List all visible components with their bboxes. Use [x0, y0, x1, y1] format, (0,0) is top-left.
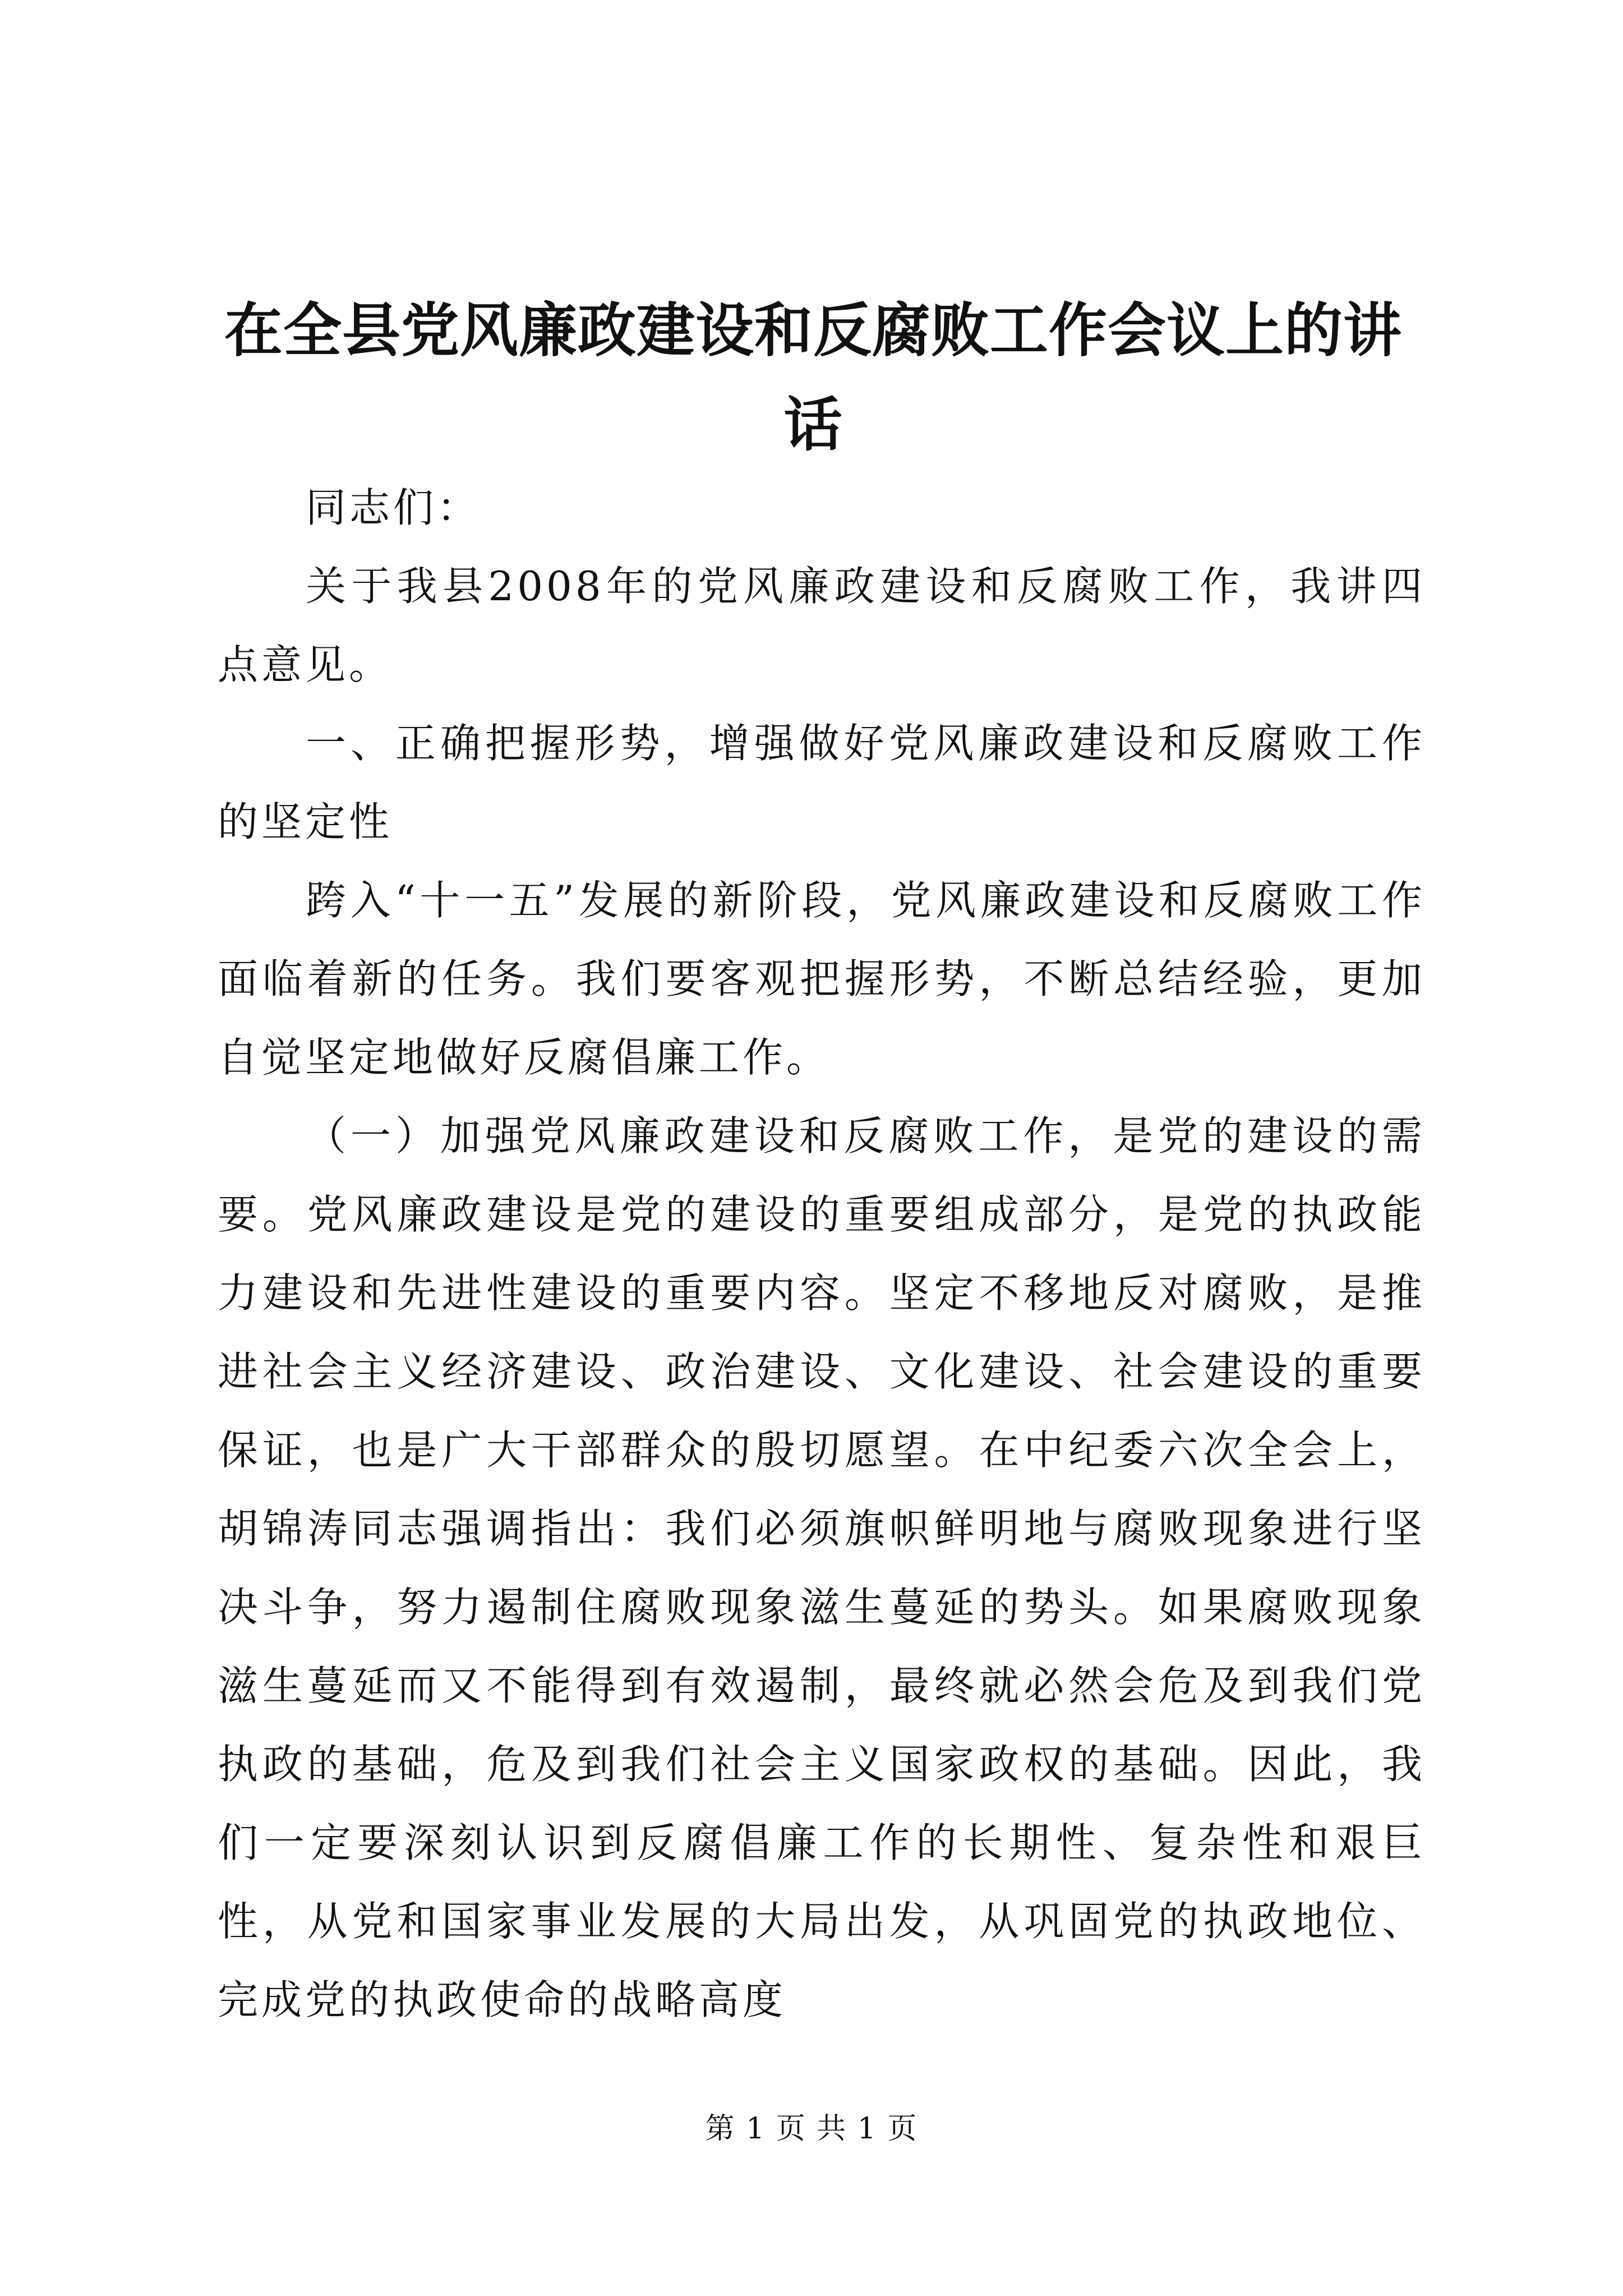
intro-paragraph: 关于我县2008年的党风廉政建设和反腐败工作，我讲四点意见。 [218, 563, 1426, 688]
section-heading-paragraph: 一、正确把握形势，增强做好党风廉政建设和反腐败工作的坚定性 [218, 720, 1426, 845]
subsection-paragraph: （一）加强党风廉政建设和反腐败工作，是党的建设的需要。党风廉政建设是党的建设的重要组成部分，是党的执政能力建设和先进性建设的重要内容。坚定不移地反对腐败，是推进社会主义经济建设、政治建设、文化建设、社会建设的重要保证，也是广大干部群众的殷切愿望。在中纪委六次全会上，胡锦涛同志强调指出：我们必须旗帜鲜明地与腐败现象进行坚决斗争，努力遏制住腐败现象滋生蔓延的势头。如果腐败现象滋生蔓延而又不能得到有效遏制，最终就必然会危及到我们党执政的基础，危及到我们社会主义国家政权的基础。因此，我们一定要深刻认识到反腐倡廉工作的长期性、复杂性和艰巨性，从党和国家事业发展的大局出发，从巩固党的执政地位、完成党的执政使命的战略高度 [218, 1112, 1426, 2023]
context-paragraph: 跨入“十一五”发展的新阶段，党风廉政建设和反腐败工作面临着新的任务。我们要客观把握形势，不断总结经验，更加自觉坚定地做好反腐倡廉工作。 [218, 877, 1426, 1081]
document-body [218, 468, 1426, 2039]
document-title: 在全县党风廉政建设和反腐败工作会议上的讲话 [224, 296, 1402, 459]
salutation-paragraph: 同志们： [306, 484, 481, 531]
page-footer: 第 1 页 共 1 页 [705, 2112, 918, 2146]
